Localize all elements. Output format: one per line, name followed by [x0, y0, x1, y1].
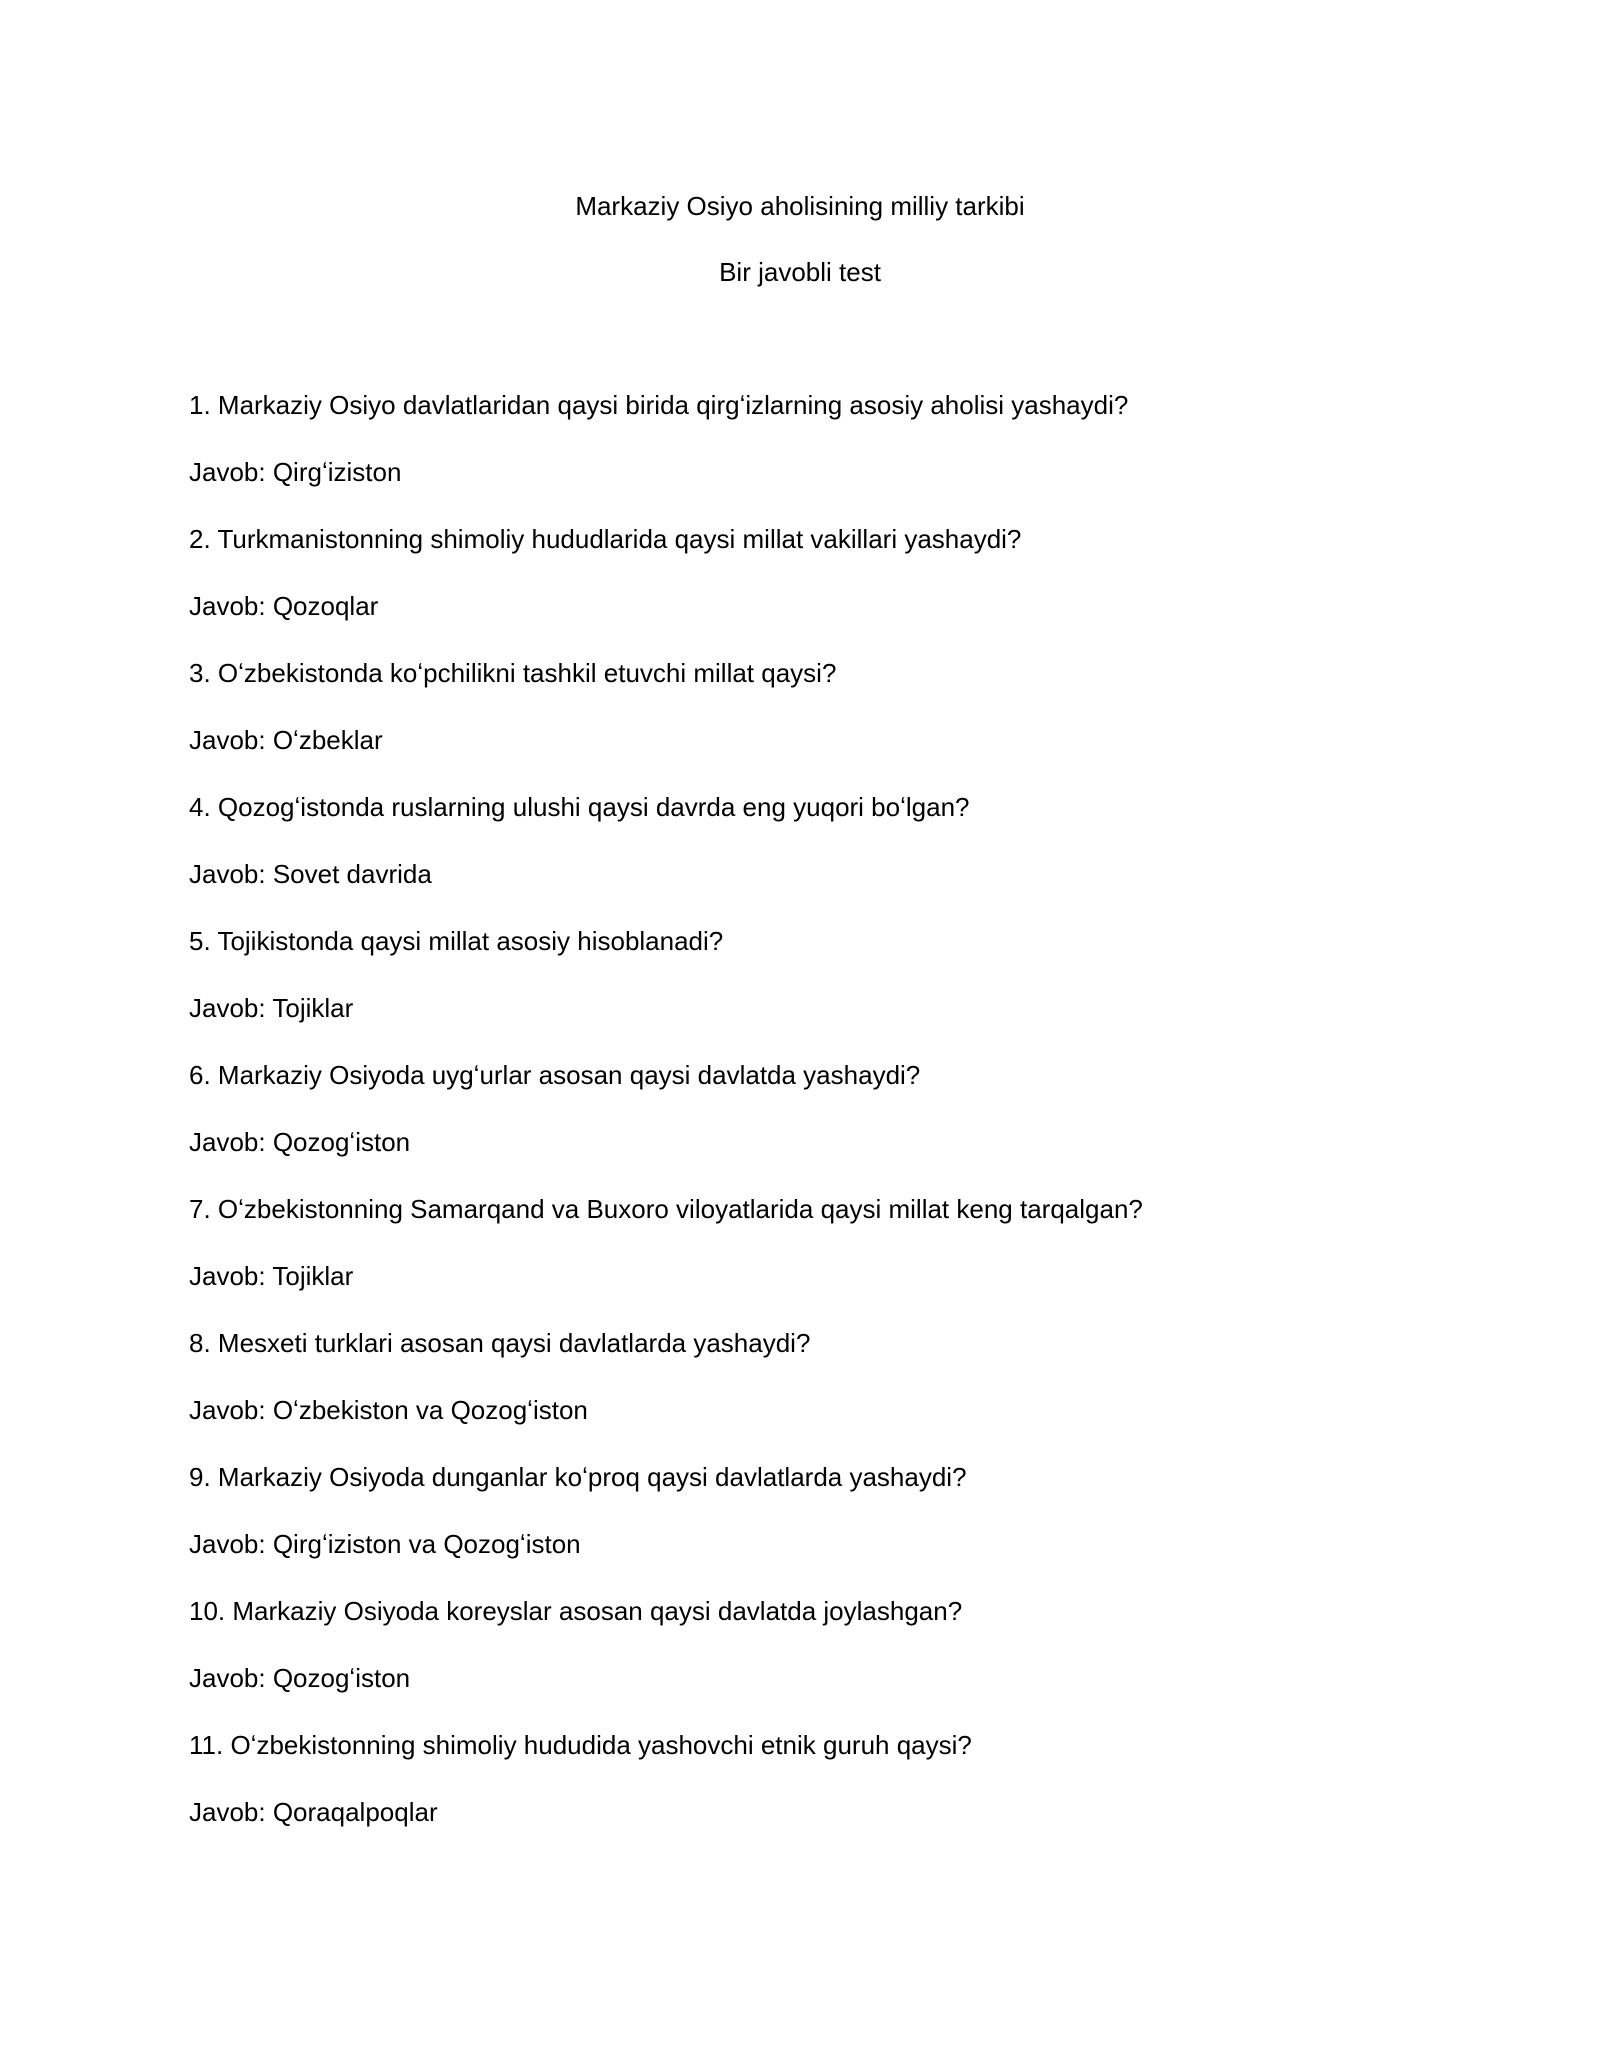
question-text: 9. Markaziy Osiyoda dunganlar koʻproq qaysi davlatlarda yashaydi? [189, 1462, 967, 1492]
answer-text: Javob: Oʻzbeklar [189, 725, 383, 755]
question-text: 6. Markaziy Osiyoda uygʻurlar asosan qaysi davlatda yashaydi? [189, 1060, 921, 1090]
answer-text: Javob: Qozogʻiston [189, 1127, 411, 1157]
question-text: 8. Mesxeti turklari asosan qaysi davlatlarda yashaydi? [189, 1328, 811, 1358]
answer-text: Javob: Tojiklar [189, 1261, 354, 1291]
question-text: 7. Oʻzbekistonning Samarqand va Buxoro viloyatlarida qaysi millat keng tarqalgan? [189, 1194, 1143, 1224]
question-text: 1. Markaziy Osiyo davlatlaridan qaysi birida qirgʻizlarning asosiy aholisi yashaydi? [189, 390, 1129, 420]
answer-text: Javob: Qozogʻiston [189, 1663, 411, 1693]
question-text: 4. Qozogʻistonda ruslarning ulushi qaysi davrda eng yuqori boʻlgan? [189, 792, 970, 822]
question-item-3 [189, 656, 1489, 757]
question-item-4 [189, 790, 1489, 891]
question-item-6 [189, 1058, 1489, 1159]
question-text: 3. Oʻzbekistonda koʻpchilikni tashkil etuvchi millat qaysi? [189, 658, 837, 688]
question-item-7 [189, 1192, 1489, 1293]
question-text: 11. Oʻzbekistonning shimoliy hududida yashovchi etnik guruh qaysi? [189, 1730, 972, 1760]
question-item-10 [189, 1594, 1489, 1695]
question-text: 5. Tojikistonda qaysi millat asosiy hisoblanadi? [189, 926, 724, 956]
question-list [189, 388, 1489, 1862]
question-item-9 [189, 1460, 1489, 1561]
question-item-8 [189, 1326, 1489, 1427]
question-item-1 [189, 388, 1489, 489]
document-subtitle: Bir javobli test [719, 257, 881, 287]
question-item-5 [189, 924, 1489, 1025]
answer-text: Javob: Qirgʻiziston va Qozogʻiston [189, 1529, 581, 1559]
question-text: 10. Markaziy Osiyoda koreyslar asosan qaysi davlatda joylashgan? [189, 1596, 963, 1626]
answer-text: Javob: Sovet davrida [189, 859, 432, 889]
question-text: 2. Turkmanistonning shimoliy hududlarida qaysi millat vakillari yashaydi? [189, 524, 1022, 554]
question-item-11 [189, 1728, 1489, 1829]
answer-text: Javob: Qirgʻiziston [189, 457, 402, 487]
answer-text: Javob: Qozoqlar [189, 591, 379, 621]
answer-text: Javob: Tojiklar [189, 993, 354, 1023]
answer-text: Javob: Qoraqalpoqlar [189, 1797, 438, 1827]
question-item-2 [189, 522, 1489, 623]
document-title: Markaziy Osiyo aholisining milliy tarkibi [575, 191, 1025, 221]
answer-text: Javob: Oʻzbekiston va Qozogʻiston [189, 1395, 588, 1425]
